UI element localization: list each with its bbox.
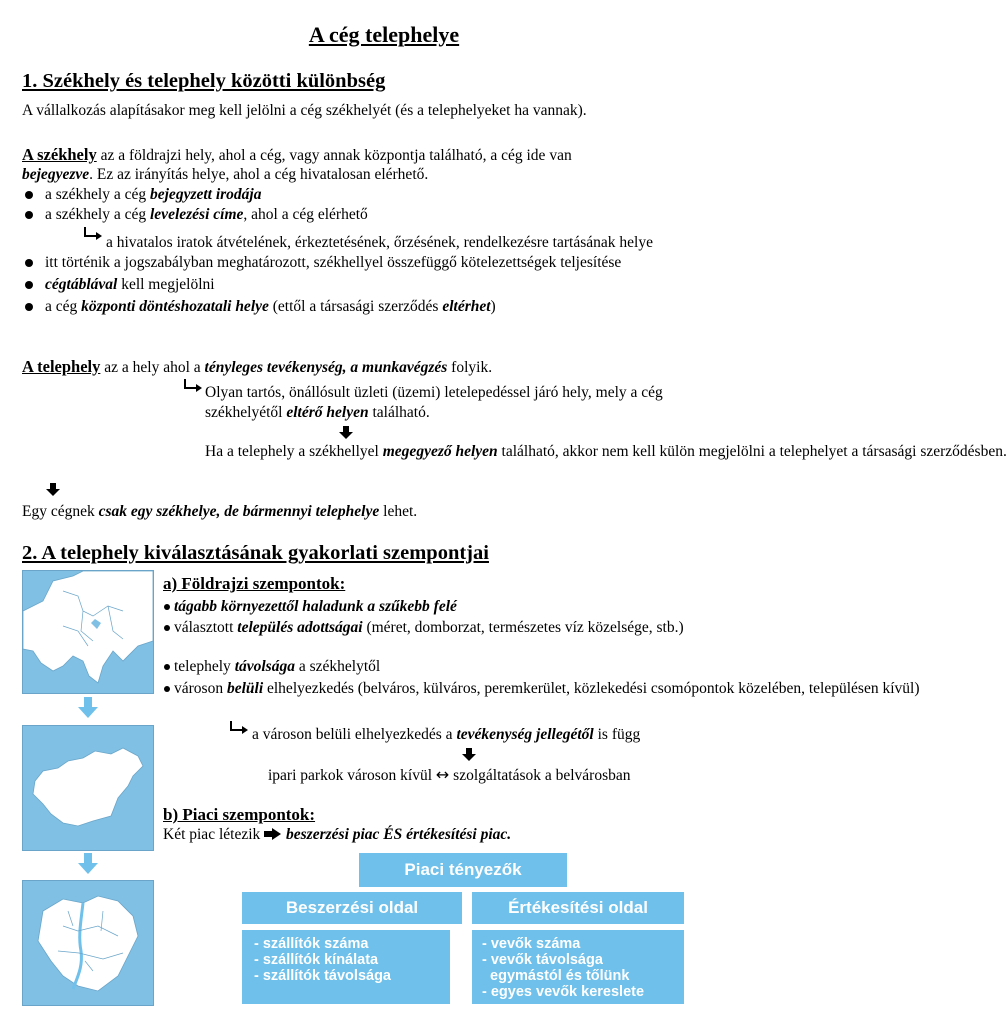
section2-heading: 2. A telephely kiválasztásának gyakorlati szempontjai	[22, 542, 489, 564]
list-item: a cég központi döntéshozatali helye (ettől a társasági szerződés eltérhet)	[45, 298, 496, 315]
intro-text: A vállalkozás alapításakor meg kell jelölni a cég székhelyét (és a telephelyeket ha vannak).	[22, 102, 587, 119]
page-title: A cég telephelye	[308, 22, 460, 47]
bullet	[25, 281, 33, 289]
procurement-side-title: Beszerzési oldal	[242, 892, 462, 924]
left-right-arrow-icon: ↔	[435, 765, 450, 784]
procurement-side-list	[242, 930, 450, 1004]
telephely-explanation-1: Olyan tartós, önállósult üzleti (üzemi) letelepedéssel járó hely, mely a cég	[205, 384, 663, 401]
turn-right-arrow-icon	[82, 226, 104, 242]
down-arrow-icon	[78, 853, 98, 875]
market-factors-box: Piaci tényezők	[359, 853, 567, 887]
down-arrow-icon	[339, 426, 353, 440]
markets-line: Két piac létezik beszerzési piac ÉS értékesítési piac.	[163, 826, 512, 843]
subsection-b-heading: b) Piaci szempontok:	[163, 805, 316, 824]
sub-arrow-text: a hivatalos iratok átvételének, érkeztetésének, őrzésének, rendelkezésre tartásának helye	[106, 234, 653, 251]
list-item: egymástól és tőlünk	[482, 968, 630, 984]
subsection-a-heading: a) Földrajzi szempontok:	[163, 574, 346, 593]
list-item: a székhely a cég bejegyzett irodája	[45, 186, 262, 203]
europe-map	[22, 570, 154, 694]
telephely-explanation-2: székhelyétől eltérő helyen található.	[205, 404, 430, 421]
szekhely-definition: A székhely az a földrajzi hely, ahol a cég, vagy annak központja található, a cég ide van	[22, 145, 572, 164]
list-item: - szállítók kínálata	[254, 952, 379, 968]
bullet	[25, 191, 33, 199]
telephely-term: A telephely	[22, 357, 101, 376]
location-example: ipari parkok városon kívül ↔ szolgáltatások a belvárosban	[268, 765, 631, 784]
list-item: választott település adottságai (méret, domborzat, természetes víz közelsége, stb.)	[174, 619, 684, 636]
telephely-same-place: Ha a telephely a székhellyel megegyező helyen található, akkor nem kell külön megjelölni a telephelyet a társasági szerződésben.	[205, 443, 1007, 460]
list-item: a székhely a cég levelezési címe, ahol a cég elérhető	[45, 206, 368, 223]
list-item: - vevők száma	[482, 936, 581, 952]
location-depends: a városon belüli elhelyezkedés a tevékenység jellegétől is függ	[252, 726, 641, 743]
bullet	[164, 686, 170, 692]
down-arrow-icon	[46, 483, 60, 497]
conclusion: Egy cégnek csak egy székhelye, de bármennyi telephelye lehet.	[22, 503, 418, 520]
bullet	[25, 211, 33, 219]
bullet	[25, 303, 33, 311]
bullet	[164, 664, 170, 670]
bullet	[25, 259, 33, 267]
right-block-arrow-icon	[264, 828, 282, 840]
turn-right-arrow-icon	[228, 720, 250, 736]
telephely-definition: A telephely az a hely ahol a tényleges tevékenység, a munkavégzés folyik.	[22, 357, 493, 376]
szekhely-definition-2: bejegyezve. Ez az irányítás helye, ahol a cég hivatalosan elérhető.	[22, 166, 429, 183]
list-item: - egyes vevők kereslete	[482, 984, 645, 1000]
szekhely-term: A székhely	[22, 145, 97, 164]
bullet	[164, 604, 170, 610]
sales-side-list	[472, 930, 684, 1004]
turn-right-arrow-icon	[182, 378, 204, 394]
list-item: - szállítók száma	[254, 936, 369, 952]
list-item: itt történik a jogszabályban meghatározott, székhellyel összefüggő kötelezettségek teljesítése	[45, 254, 622, 271]
list-item: tágabb környezettől haladunk a szűkebb felé	[174, 598, 457, 615]
down-arrow-icon	[462, 748, 476, 762]
list-item: - vevők távolsága	[482, 952, 603, 968]
budapest-map	[22, 880, 154, 1006]
bullet	[164, 625, 170, 631]
list-item: cégtáblával kell megjelölni	[45, 276, 215, 293]
section1-heading: 1. Székhely és telephely közötti különbség	[22, 70, 386, 92]
list-item: telephely távolsága a székhelytől	[174, 658, 381, 675]
hungary-map	[22, 725, 154, 851]
list-item: - szállítók távolsága	[254, 968, 391, 984]
down-arrow-icon	[78, 697, 98, 719]
list-item: városon belüli elhelyezkedés (belváros, külváros, peremkerület, közlekedési csomópontok közelében, településen kívül)	[174, 680, 920, 697]
sales-side-title: Értékesítési oldal	[472, 892, 684, 924]
